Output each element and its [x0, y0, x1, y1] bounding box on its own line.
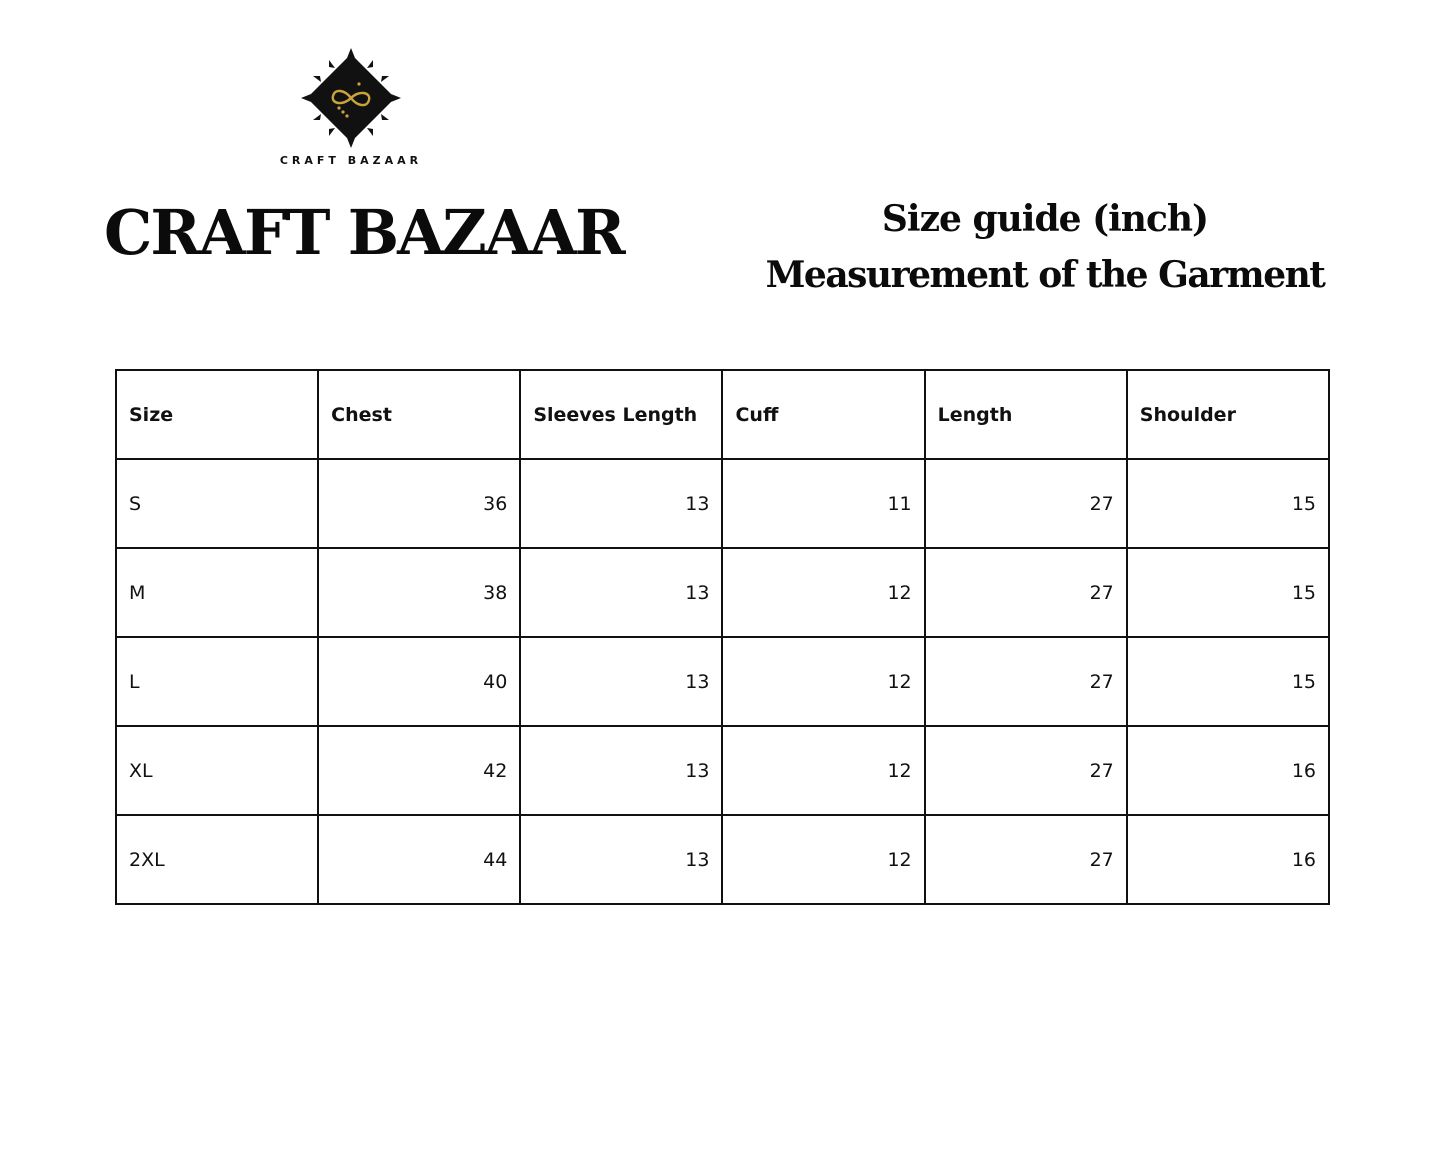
- cell-shoulder: 15: [1127, 459, 1329, 548]
- cell-cuff: 12: [722, 726, 924, 815]
- cell-shoulder: 16: [1127, 815, 1329, 904]
- cell-size: L: [116, 637, 318, 726]
- logo-wordmark: CRAFT BAZAAR: [279, 154, 423, 167]
- header-length: Length: [925, 370, 1127, 459]
- cell-shoulder: 15: [1127, 548, 1329, 637]
- table-row: [116, 548, 1329, 637]
- cell-chest: 36: [318, 459, 520, 548]
- cell-sleeves-length: 13: [520, 548, 722, 637]
- brand-title: CRAFT BAZAAR: [104, 196, 624, 269]
- table-row: [116, 726, 1329, 815]
- header-cuff: Cuff: [722, 370, 924, 459]
- cell-sleeves-length: 13: [520, 459, 722, 548]
- cell-sleeves-length: 13: [520, 637, 722, 726]
- cell-length: 27: [925, 637, 1127, 726]
- table-row: [116, 815, 1329, 904]
- cell-size: 2XL: [116, 815, 318, 904]
- cell-size: S: [116, 459, 318, 548]
- cell-sleeves-length: 13: [520, 815, 722, 904]
- cell-cuff: 12: [722, 548, 924, 637]
- table-row: [116, 459, 1329, 548]
- cell-length: 27: [925, 726, 1127, 815]
- size-table: [115, 369, 1330, 905]
- infinity-diamond-icon: [299, 46, 403, 150]
- cell-shoulder: 16: [1127, 726, 1329, 815]
- cell-sleeves-length: 13: [520, 726, 722, 815]
- cell-length: 27: [925, 459, 1127, 548]
- table-row: [116, 637, 1329, 726]
- cell-cuff: 12: [722, 815, 924, 904]
- cell-length: 27: [925, 815, 1127, 904]
- size-guide-subtitle: Measurement of the Garment: [765, 254, 1325, 296]
- cell-shoulder: 15: [1127, 637, 1329, 726]
- cell-size: M: [116, 548, 318, 637]
- cell-length: 27: [925, 548, 1127, 637]
- header-shoulder: Shoulder: [1127, 370, 1329, 459]
- size-guide-title: Size guide (inch): [881, 198, 1209, 240]
- size-guide-heading: [760, 196, 1330, 308]
- header-sleeves-length: Sleeves Length: [520, 370, 722, 459]
- cell-cuff: 12: [722, 637, 924, 726]
- brand-logo: [276, 46, 426, 167]
- cell-chest: 44: [318, 815, 520, 904]
- table-header-row: [116, 370, 1329, 459]
- header-size: Size: [116, 370, 318, 459]
- header-chest: Chest: [318, 370, 520, 459]
- cell-chest: 42: [318, 726, 520, 815]
- cell-chest: 40: [318, 637, 520, 726]
- cell-chest: 38: [318, 548, 520, 637]
- cell-cuff: 11: [722, 459, 924, 548]
- cell-size: XL: [116, 726, 318, 815]
